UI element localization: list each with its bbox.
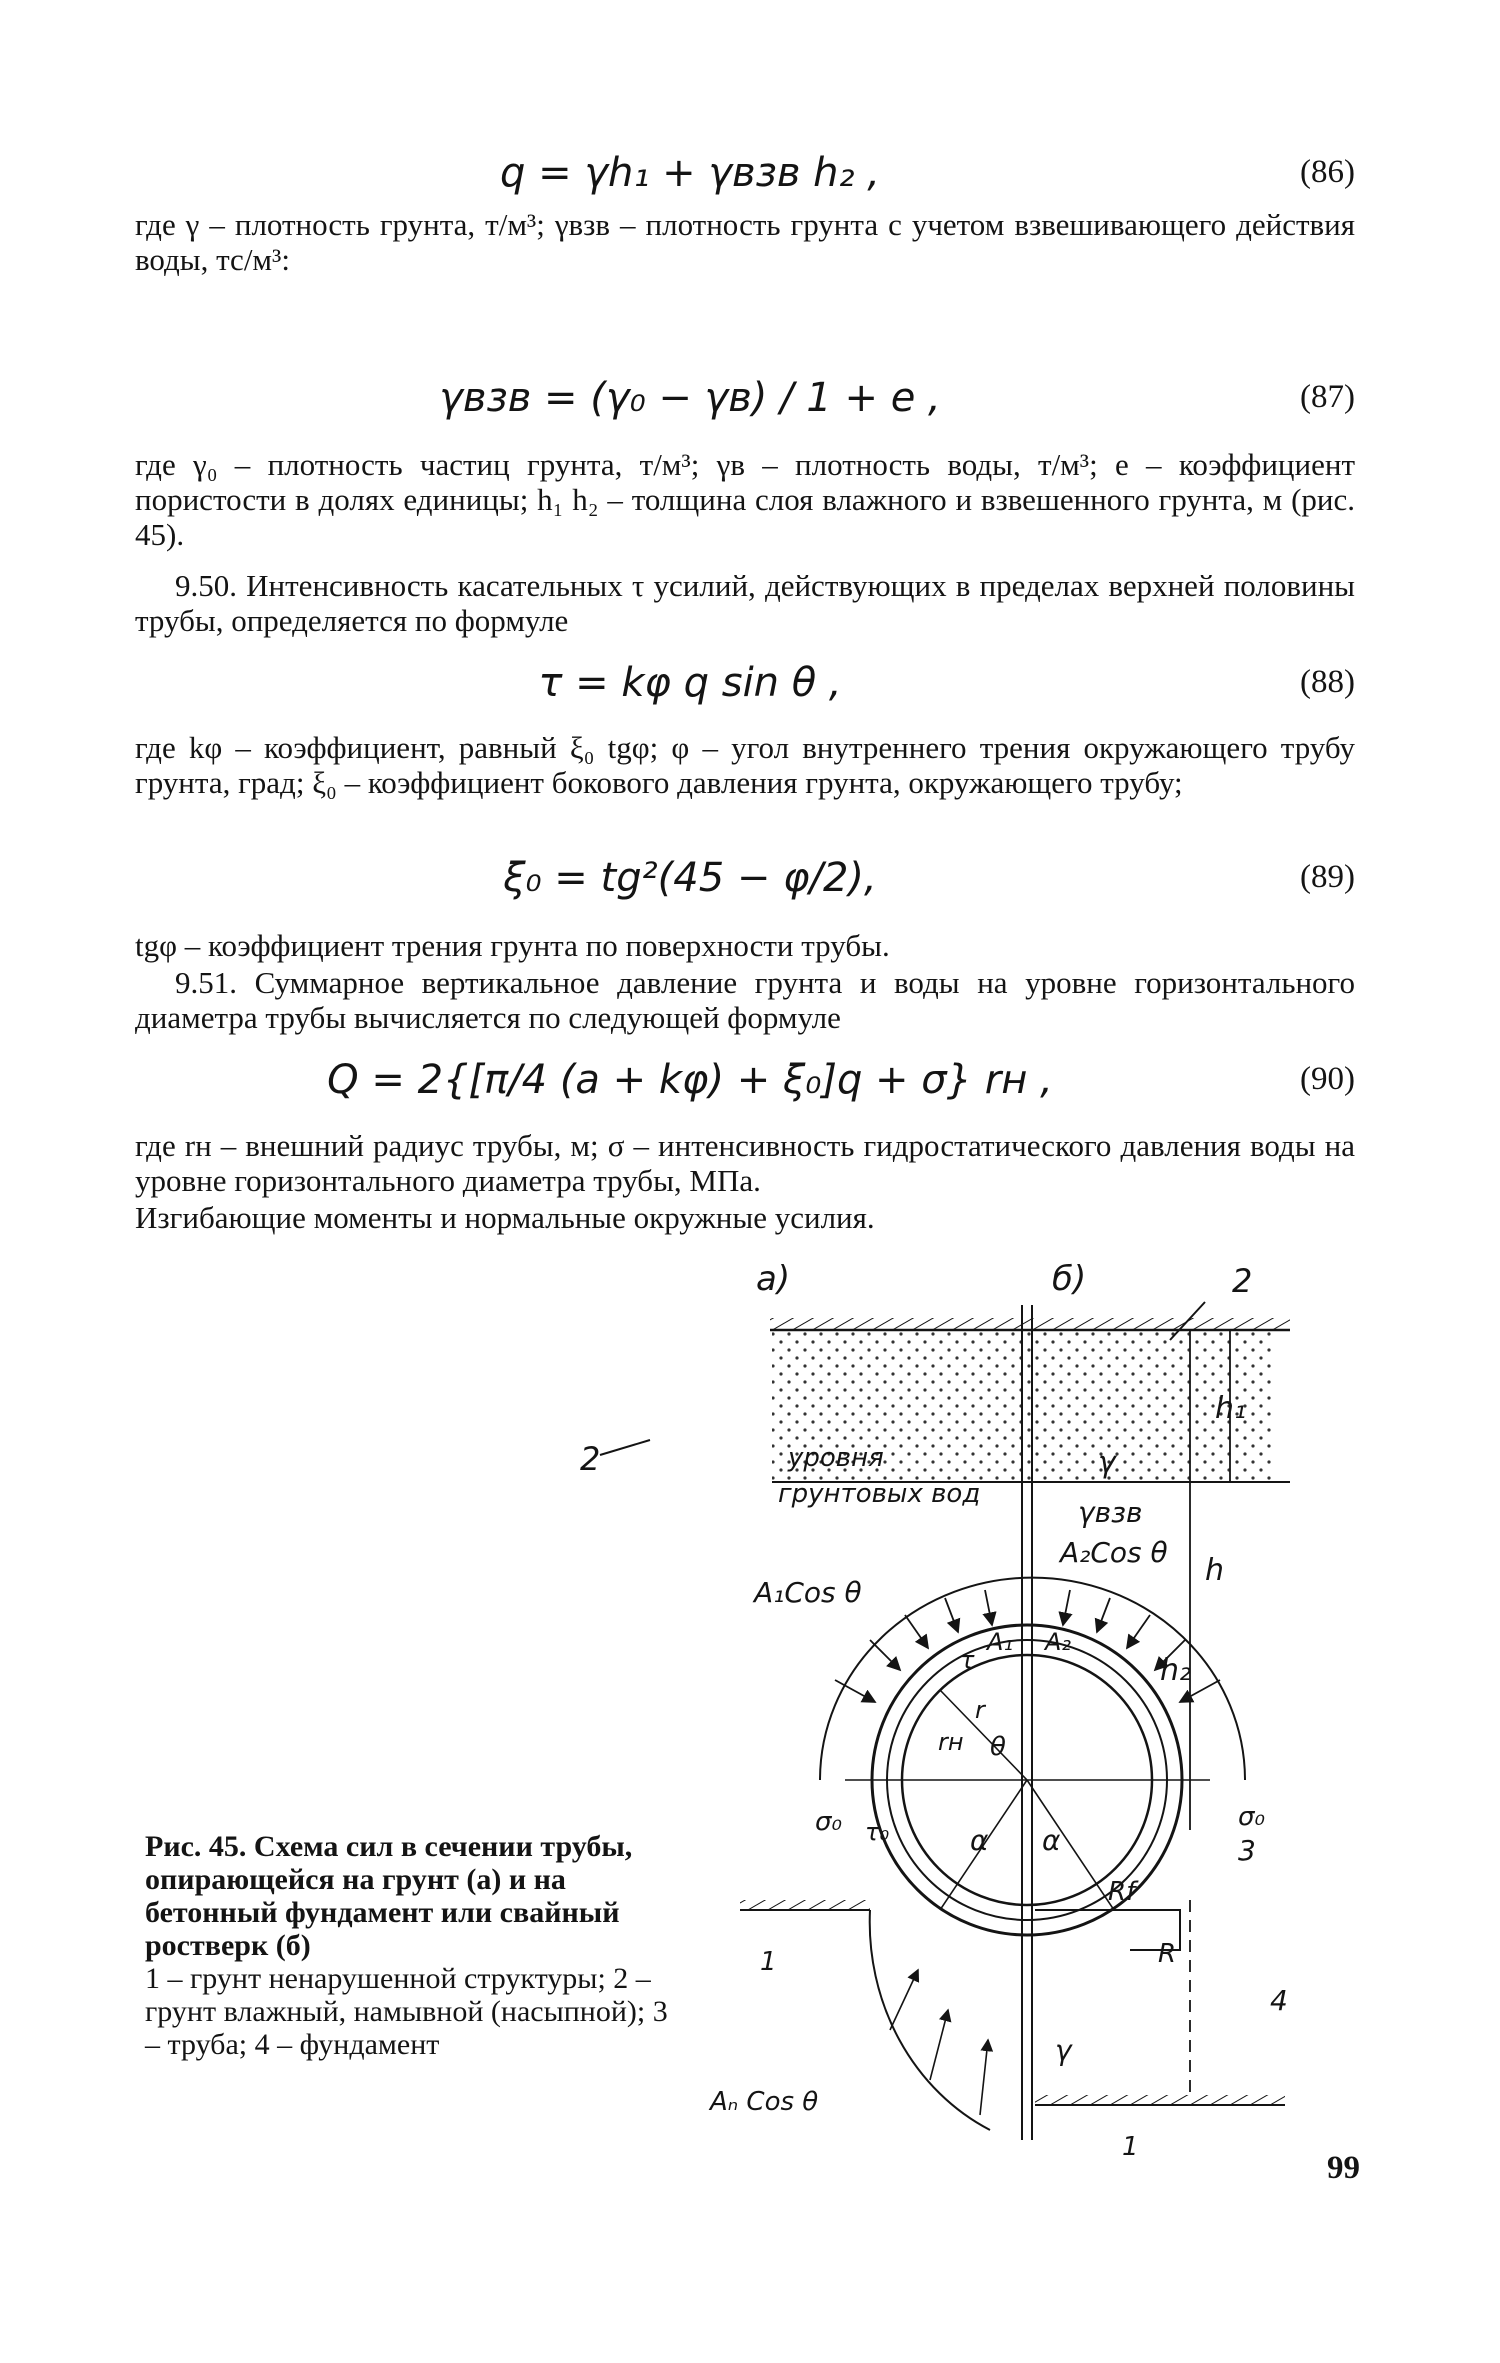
definition-paragraph: tgφ – коэффициент трения грунта по поверхности трубы. — [135, 928, 890, 963]
ground-surface-hatch — [770, 1318, 1290, 1330]
page-number: 99 — [1327, 2150, 1360, 2186]
formula-number: (87) — [1300, 379, 1355, 415]
h1-label: h₁ — [1215, 1391, 1247, 1426]
h-label: h — [1205, 1553, 1225, 1588]
sigma0-right-label: σ₀ — [1238, 1802, 1265, 1832]
panel-b-label: б) — [1052, 1259, 1087, 1299]
water-level-label: уровня — [788, 1443, 884, 1473]
r-label: r — [975, 1696, 985, 1724]
sigma0-left-label: σ₀ — [815, 1807, 842, 1837]
rn-label: rн — [938, 1728, 964, 1756]
tau0-label: τ₀ — [865, 1818, 890, 1846]
definition-paragraph: где γ – плотность грунта, т/м³; γвзв – плотность грунта с учетом взвешивающего действия воды, тс/м³: — [135, 207, 1355, 277]
pipe-forces-diagram — [580, 1250, 1360, 2170]
formula-number: (88) — [1300, 664, 1355, 700]
label-1-left: 1 — [760, 1947, 777, 1977]
label-4: 4 — [1270, 1984, 1288, 2017]
section-9-51-paragraph: 9.51. Суммарное вертикальное давление грунта и воды на уровне горизонтального диаметра трубы вычисляется по следующей формуле — [135, 965, 1355, 1035]
rf-label: Rf — [1108, 1877, 1136, 1907]
water-level-label-2: грунтовых вод — [778, 1479, 981, 1509]
formula-89 — [135, 855, 1355, 915]
formula-expression: q = γh₁ + γвзв h₂ , — [500, 150, 880, 196]
formula-90 — [135, 1057, 1355, 1117]
theta-label: θ — [990, 1732, 1006, 1762]
formula-88 — [135, 660, 1355, 720]
definition-paragraph: где rн – внешний радиус трубы, м; σ – интенсивность гидростатического давления воды на уровне горизонтального диаметра трубы, МПа. — [135, 1128, 1355, 1198]
alpha-right-line — [1027, 1780, 1114, 1910]
leader-line-2-left — [600, 1440, 650, 1455]
r-foundation-label: R — [1158, 1939, 1177, 1969]
formula-86 — [135, 150, 1355, 210]
caption-legend: 1 – грунт ненарушенной структуры; 2 – грунт влажный, намывной (насыпной); 3 – труба; 4 – фундамент — [145, 1962, 668, 2061]
alpha-left-label: α — [970, 1824, 989, 1857]
ground-undisturbed-hatch-b — [1035, 2095, 1285, 2105]
label-3: 3 — [1238, 1834, 1256, 1867]
gamma-label: γ — [1098, 1445, 1116, 1480]
figure-caption — [145, 1830, 670, 2061]
definition-paragraph: где kφ – коэффициент, равный ξ₀ tgφ; φ – угол внутреннего трения окружающего трубу грунта, град; ξ₀ – коэффициент бокового давления грунта, окружающего трубу; — [135, 730, 1355, 800]
formula-number: (90) — [1300, 1061, 1355, 1097]
ground-undisturbed-hatch-a — [740, 1900, 870, 1910]
formula-expression: τ = kφ q sin θ , — [538, 660, 842, 706]
alpha-right-label: α — [1042, 1824, 1061, 1857]
caption-title: Рис. 45. Схема сил в сечении трубы, опирающейся на грунт (а) и на бетонный фундамент или свайный ростверк (б) — [145, 1830, 633, 1962]
formula-expression: Q = 2{[π/4 (a + kφ) + ξ₀]q + σ} rн , — [327, 1057, 1053, 1103]
lower-pressure-envelope — [870, 1910, 990, 2130]
formula-number: (86) — [1300, 154, 1355, 190]
gamma-lower-label: γ — [1055, 2034, 1072, 2067]
definition-paragraph: где γ₀ – плотность частиц грунта, т/м³; γв – плотность воды, т/м³; e – коэффициент пористости в долях единицы; h₁ h₂ – толщина слоя влажного и взвешенного грунта, м (рис. 45). — [135, 447, 1355, 552]
tau-label: τ — [960, 1646, 975, 1674]
heading-paragraph: Изгибающие моменты и нормальные окружные усилия. — [135, 1200, 875, 1235]
label-2-top: 2 — [1232, 1262, 1253, 1300]
label-1-bottom: 1 — [1122, 2132, 1139, 2162]
gamma-vzv-label: γвзв — [1078, 1496, 1143, 1529]
a2-label: A₂ — [1045, 1628, 1072, 1656]
panel-a-label: а) — [756, 1259, 791, 1299]
formula-expression: γвзв = (γ₀ − γв) / 1 + e , — [439, 375, 941, 421]
a2-cos-label: A₂Cos θ — [1060, 1536, 1168, 1569]
formula-expression: ξ₀ = tg²(45 − φ/2), — [503, 855, 877, 901]
h2-label: h₂ — [1160, 1653, 1192, 1688]
label-2-left: 2 — [580, 1440, 601, 1478]
an-cos-label: Aₙ Cos θ — [710, 2087, 819, 2117]
a1-cos-label: A₁Cos θ — [754, 1576, 862, 1609]
formula-number: (89) — [1300, 859, 1355, 895]
section-9-50-paragraph: 9.50. Интенсивность касательных τ усилий, действующих в пределах верхней половины трубы, определяется по формуле — [135, 568, 1355, 638]
formula-87 — [135, 375, 1355, 435]
a1-label: A₁ — [987, 1628, 1014, 1656]
